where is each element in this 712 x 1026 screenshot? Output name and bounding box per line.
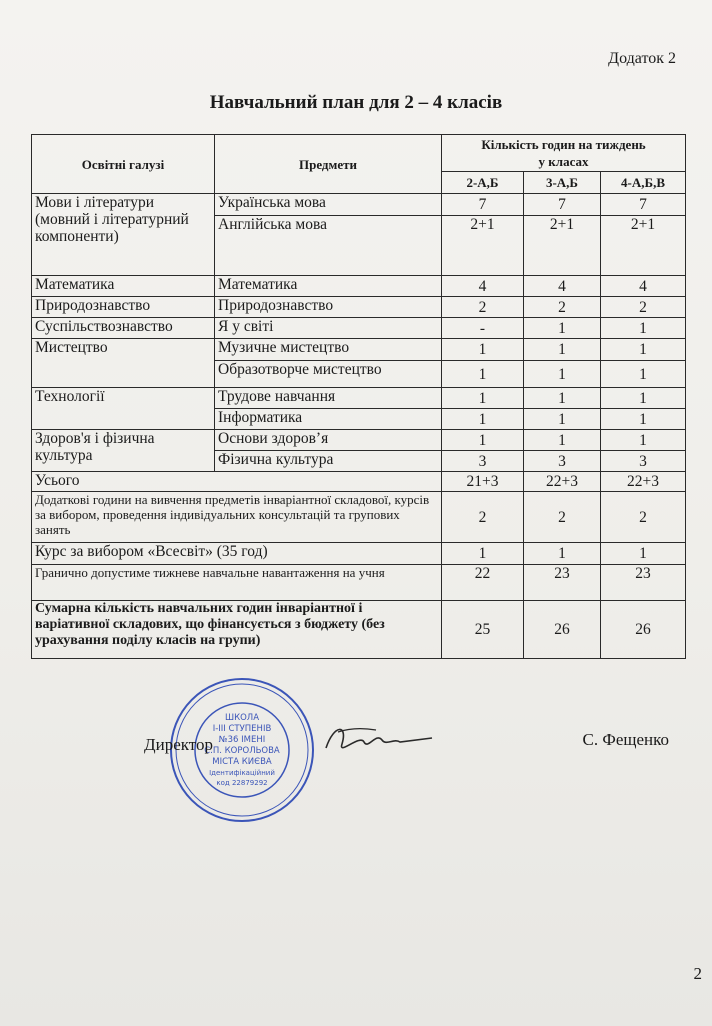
stamp-line5: МІСТА КИЄВА [212, 757, 272, 767]
header-subjects: Предмети [215, 135, 442, 194]
value-cell: 7 [442, 194, 524, 216]
value-cell: 3 [524, 451, 601, 472]
subject-cell: Математика [215, 276, 442, 297]
subject-cell: Інформатика [215, 409, 442, 430]
value-cell: 2+1 [442, 216, 524, 276]
value-cell: 1 [524, 339, 601, 361]
elective-value: 1 [524, 543, 601, 565]
subject-cell: Природознавство [215, 297, 442, 318]
max-load-row [32, 565, 686, 601]
table-row [32, 194, 686, 216]
subject-cell: Українська мова [215, 194, 442, 216]
total-row [32, 472, 686, 492]
class-header: 2-А,Б [442, 172, 524, 194]
table-row [32, 339, 686, 361]
total-value: 22+3 [524, 472, 601, 492]
additional-hours-row [32, 492, 686, 543]
area-cell: Суспільствознавство [32, 318, 215, 339]
funded-hours-value: 26 [601, 601, 686, 659]
table-row [32, 297, 686, 318]
header-hours-line1: Кількість годин на тиждень [481, 137, 646, 152]
total-value: 21+3 [442, 472, 524, 492]
value-cell: 1 [524, 361, 601, 388]
class-header: 4-А,Б,В [601, 172, 686, 194]
max-load-value: 22 [442, 565, 524, 601]
table-row [32, 318, 686, 339]
value-cell: 2 [524, 297, 601, 318]
value-cell: - [442, 318, 524, 339]
additional-hours-value: 2 [601, 492, 686, 543]
additional-hours-value: 2 [442, 492, 524, 543]
subject-cell: Трудове навчання [215, 388, 442, 409]
header-hours [442, 135, 686, 172]
funded-hours-value: 25 [442, 601, 524, 659]
elective-value: 1 [601, 543, 686, 565]
elective-value: 1 [442, 543, 524, 565]
subject-cell: Образотворче мистецтво [215, 361, 442, 388]
class-header: 3-А,Б [524, 172, 601, 194]
area-cell: Мистецтво [32, 339, 215, 388]
table-row [32, 430, 686, 451]
value-cell: 1 [601, 388, 686, 409]
subject-cell: Англійська мова [215, 216, 442, 276]
value-cell: 2 [442, 297, 524, 318]
value-cell: 1 [601, 339, 686, 361]
area-cell: Мови і літератури (мовний і літературний компоненти) [32, 194, 215, 276]
total-label: Усього [32, 472, 442, 492]
stamp-line1: ШКОЛА [224, 713, 260, 723]
value-cell: 2+1 [601, 216, 686, 276]
header-hours-line2: у класах [538, 154, 589, 169]
stamp-line6: Ідентифікаційний [209, 769, 275, 777]
subject-cell: Я у світі [215, 318, 442, 339]
value-cell: 1 [601, 430, 686, 451]
additional-hours-label: Додаткові години на вивчення предметів інваріантної складової, курсів за вибором, проведення індивідуальних консультацій та групових занять [32, 492, 442, 543]
stamp-line4: С.П. КОРОЛЬОВА [204, 746, 280, 756]
max-load-value: 23 [601, 565, 686, 601]
area-cell: Природознавство [32, 297, 215, 318]
table-row [32, 388, 686, 409]
value-cell: 1 [442, 339, 524, 361]
total-value: 22+3 [601, 472, 686, 492]
area-cell: Математика [32, 276, 215, 297]
value-cell: 1 [442, 409, 524, 430]
elective-row [32, 543, 686, 565]
stamp-line7: код 22879292 [216, 779, 268, 787]
page-title: Навчальний план для 2 – 4 класів [209, 92, 503, 113]
value-cell: 2 [601, 297, 686, 318]
subject-cell: Основи здоров’я [215, 430, 442, 451]
page-number: 2 [693, 964, 702, 983]
curriculum-table [31, 134, 686, 659]
director-signature [320, 718, 440, 762]
value-cell: 1 [524, 409, 601, 430]
area-cell: Технології [32, 388, 215, 430]
max-load-value: 23 [524, 565, 601, 601]
value-cell: 7 [601, 194, 686, 216]
director-label: Директор [144, 735, 213, 754]
signature-block [0, 713, 712, 848]
value-cell: 1 [524, 430, 601, 451]
value-cell: 2+1 [524, 216, 601, 276]
appendix-label: Додаток 2 [608, 50, 676, 67]
value-cell: 7 [524, 194, 601, 216]
elective-label: Курс за вибором «Всесвіт» (35 год) [32, 543, 442, 565]
subject-cell: Фізична культура [215, 451, 442, 472]
value-cell: 1 [601, 318, 686, 339]
director-name: С. Фещенко [582, 730, 669, 749]
value-cell: 4 [442, 276, 524, 297]
value-cell: 1 [524, 388, 601, 409]
value-cell: 4 [524, 276, 601, 297]
stamp-line3: №36 ІМЕНІ [218, 735, 266, 745]
value-cell: 1 [601, 361, 686, 388]
area-cell: Здоров'я і фізична культура [32, 430, 215, 472]
additional-hours-value: 2 [524, 492, 601, 543]
max-load-label: Гранично допустиме тижневе навчальне навантаження на учня [32, 565, 442, 601]
value-cell: 3 [442, 451, 524, 472]
value-cell: 3 [601, 451, 686, 472]
table-row [32, 276, 686, 297]
header-areas: Освітні галузі [32, 135, 215, 194]
stamp-line2: І-ІІІ СТУПЕНІВ [212, 724, 272, 734]
value-cell: 4 [601, 276, 686, 297]
value-cell: 1 [442, 430, 524, 451]
funded-hours-row [32, 601, 686, 659]
table-header-row [32, 135, 686, 172]
funded-hours-value: 26 [524, 601, 601, 659]
value-cell: 1 [601, 409, 686, 430]
value-cell: 1 [442, 361, 524, 388]
value-cell: 1 [524, 318, 601, 339]
subject-cell: Музичне мистецтво [215, 339, 442, 361]
value-cell: 1 [442, 388, 524, 409]
funded-hours-label: Сумарна кількість навчальних годин інваріантної і варіативної складових, що фінансується з бюджету (без урахування поділу класів на групи) [32, 601, 442, 659]
